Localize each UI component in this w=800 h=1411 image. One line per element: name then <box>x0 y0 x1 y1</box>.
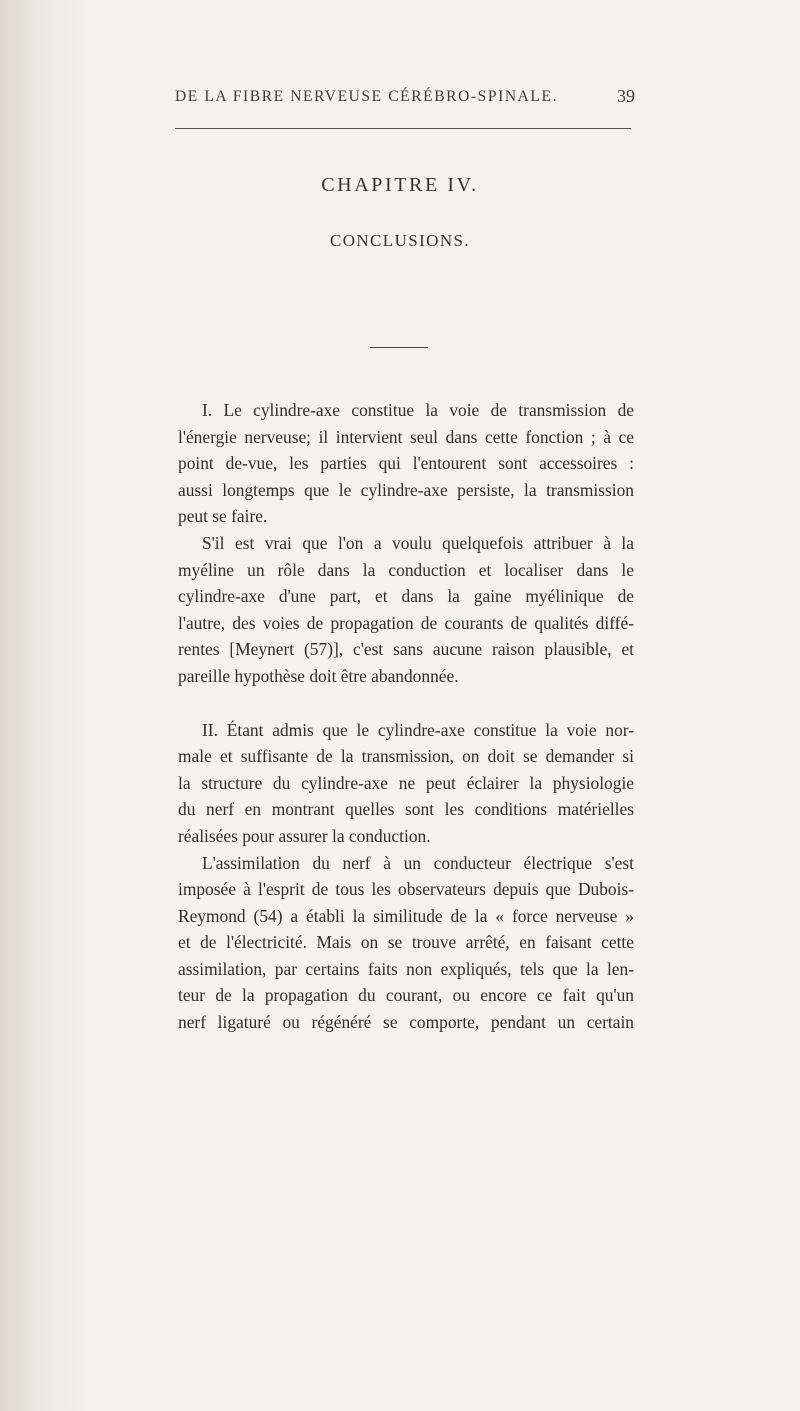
text-line: imposée à l'esprit de tous les observateurs depuis que Dubois- <box>178 879 634 900</box>
paragraph-section-1b <box>178 530 634 690</box>
text-line: II. Étant admis que le cylindre-axe constitue la voie nor- <box>202 719 634 740</box>
text-line: et de l'électricité. Mais on se trouve arrêté, en faisant cette <box>178 932 634 953</box>
paragraph-section-2 <box>178 717 634 850</box>
chapter-subtitle: CONCLUSIONS. <box>329 231 471 250</box>
paragraph-section-2b <box>178 850 634 1036</box>
text-line: male et suffisante de la transmission, on doit se demander si <box>178 746 634 767</box>
text-line: L'assimilation du nerf à un conducteur électrique s'est <box>202 852 634 873</box>
section-divider <box>370 347 428 348</box>
text-line: I. Le cylindre-axe constitue la voie de transmission de <box>202 400 634 420</box>
running-head <box>175 88 635 116</box>
text-line: cylindre-axe d'une part, et dans la gaine myélinique de <box>178 586 634 607</box>
text-line: l'énergie nerveuse; il intervient seul dans cette fonction ; à ce <box>178 426 634 447</box>
text-line: réalisées pour assurer la conduction. <box>178 825 431 846</box>
body-text <box>178 397 634 1036</box>
text-line: assimilation, par certains faits non expliqués, tels que la len- <box>178 958 634 979</box>
text-line: pareille hypothèse doit être abandonnée. <box>178 665 459 686</box>
paragraph-gap <box>178 690 634 717</box>
text-line: la structure du cylindre-axe ne peut éclairer la physiologie <box>178 772 634 793</box>
text-line: point de-vue, les parties qui l'entourent sont accessoires : <box>178 453 634 474</box>
text-line: myéline un rôle dans la conduction et localiser dans le <box>178 559 634 580</box>
text-line: Reymond (54) a établi la similitude de la « force nerveuse » <box>178 905 634 926</box>
chapter-title: CHAPITRE IV. <box>321 174 479 196</box>
text-line: teur de la propagation du courant, ou encore ce fait qu'un <box>178 985 634 1006</box>
text-line: aussi longtemps que le cylindre-axe persiste, la transmission <box>178 479 634 500</box>
text-line: rentes [Meynert (57)], c'est sans aucune raison plausible, et <box>178 639 634 660</box>
paragraph-section-1 <box>178 397 634 530</box>
header-rule <box>175 128 631 129</box>
text-line: l'autre, des voies de propagation de courants de qualités diffé- <box>178 612 634 633</box>
text-line: peut se faire. <box>178 506 268 527</box>
running-title: DE LA FIBRE NERVEUSE CÉRÉBRO-SPINALE. <box>175 88 559 105</box>
text-line: nerf ligaturé ou régénéré se comporte, pendant un certain <box>178 1012 634 1033</box>
page-number: 39 <box>617 86 635 106</box>
text-line: S'il est vrai que l'on a voulu quelquefois attribuer à la <box>202 532 634 553</box>
text-line: du nerf en montrant quelles sont les conditions matérielles <box>178 799 634 820</box>
